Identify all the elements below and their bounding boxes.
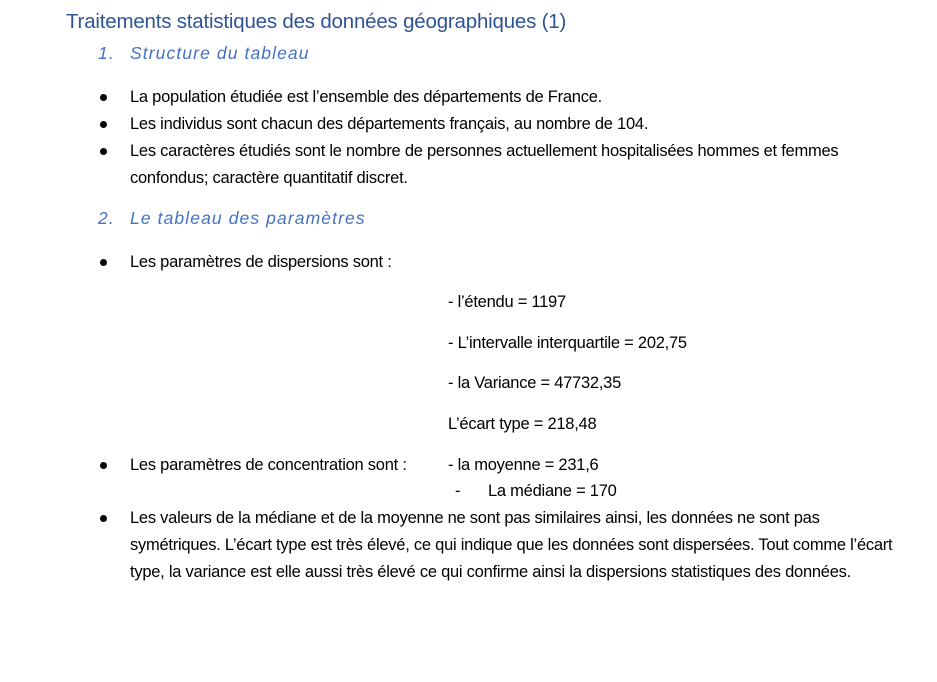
bullet-icon — [100, 121, 107, 128]
concentration-dash: - — [455, 482, 461, 500]
concentration-intro: Les paramètres de concentration sont : — [130, 456, 407, 474]
dispersion-variance: - la Variance = 47732,35 — [448, 374, 622, 392]
concentration-mediane: La médiane = 170 — [488, 482, 617, 500]
section-2-heading — [98, 208, 366, 229]
section-2-title: Le tableau des paramètres — [130, 208, 366, 228]
bullet-icon — [100, 462, 107, 469]
section-1-heading — [98, 43, 310, 64]
bullet-icon — [100, 148, 107, 155]
section-1-number: 1. — [98, 43, 115, 63]
dispersion-intro: Les paramètres de dispersions sont : — [130, 253, 392, 271]
list-item-caracteres: Les caractères étudiés sont le nombre de personnes actuellement hospitalisées hommes et femmes confondus; caractère quantitatif discret. — [130, 142, 839, 187]
list-item-population: La population étudiée est l’ensemble des départements de France. — [130, 88, 602, 106]
page-title: Traitements statistiques des données géographiques (1) — [66, 10, 567, 33]
concentration-moyenne: - la moyenne = 231,6 — [448, 456, 599, 474]
section-2-number: 2. — [98, 208, 115, 228]
section-1-title: Structure du tableau — [130, 43, 310, 63]
bullet-icon — [100, 259, 107, 266]
bullet-icon — [100, 94, 107, 101]
dispersion-interquartile: - L’intervalle interquartile = 202,75 — [448, 334, 687, 352]
dispersion-ecart-type: L’écart type = 218,48 — [448, 415, 597, 433]
bullet-icon — [100, 515, 107, 522]
list-item-individus: Les individus sont chacun des départements français, au nombre de 104. — [130, 115, 649, 133]
dispersion-etendue: - l’étendu = 1197 — [448, 293, 566, 311]
list-item-conclusion: Les valeurs de la médiane et de la moyenne ne sont pas similaires ainsi, les données ne sont pas symétriques. L’écart type est très élevé, ce qui indique que les données sont dispersées. Tout comme l’écart type, la variance est elle aussi très élevé ce qui confirme ainsi la dispersions statistiques des données. — [130, 509, 893, 581]
